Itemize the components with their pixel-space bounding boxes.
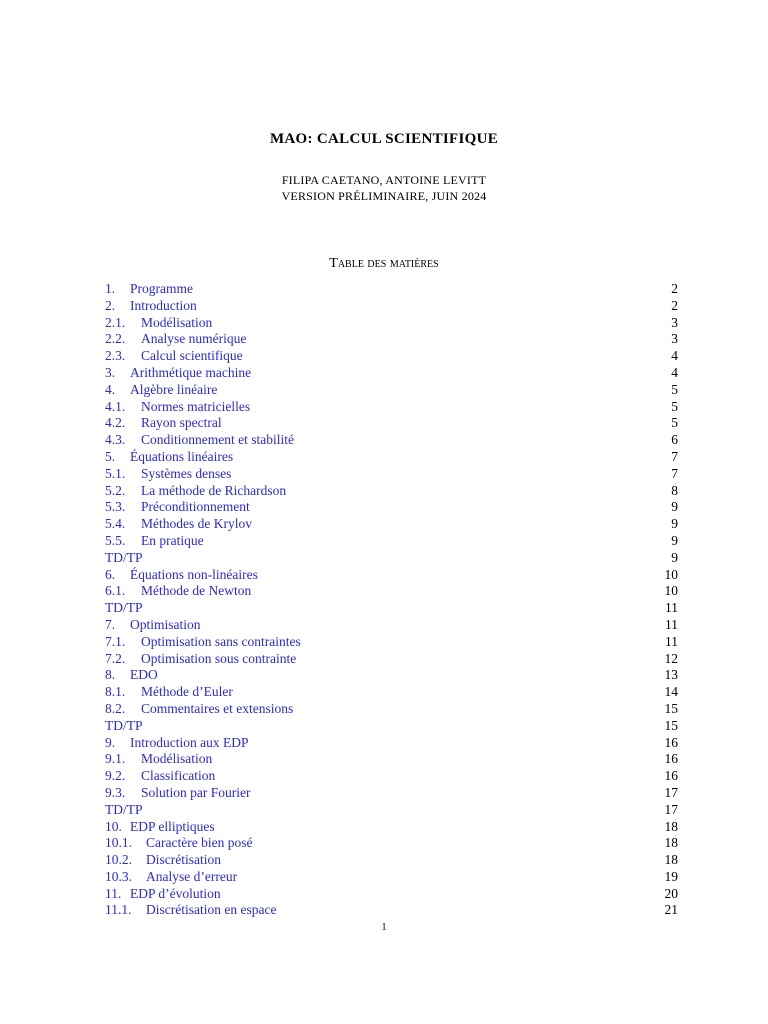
toc-entry-link[interactable] — [105, 331, 246, 348]
toc-entry-number: 7.1. — [105, 633, 126, 649]
toc-entry-title: Systèmes denses — [141, 465, 232, 481]
toc-entry-title: EDO — [130, 667, 158, 683]
toc-entry-title: Optimisation sous contrainte — [141, 650, 297, 666]
toc-entry-page: 9 — [671, 516, 678, 532]
toc-entry-link[interactable] — [105, 483, 286, 500]
toc-entry-title: TD/TP — [105, 717, 143, 733]
toc-entry-link[interactable] — [105, 281, 193, 298]
toc-entry[interactable] — [105, 315, 678, 332]
toc-entry[interactable] — [105, 567, 678, 584]
toc-entry-link[interactable] — [105, 886, 221, 903]
toc-entry-number: 9.2. — [105, 768, 126, 784]
toc-entry[interactable] — [105, 281, 678, 298]
toc-entry-title: Préconditionnement — [141, 499, 250, 515]
toc-entry-number: 4.3. — [105, 432, 126, 448]
toc-entry-number: 10.1. — [105, 835, 132, 851]
toc-entry-number: 8. — [105, 667, 116, 683]
toc-entry-title: Méthode d’Euler — [141, 684, 233, 700]
toc-entry[interactable] — [105, 432, 678, 449]
toc-entry-link[interactable] — [105, 751, 212, 768]
toc-entry-number: 10.2. — [105, 852, 132, 868]
toc-entry-page: 18 — [664, 852, 678, 868]
toc-entry-title: TD/TP — [105, 549, 143, 565]
toc-entry-link[interactable] — [105, 684, 233, 701]
toc-entry[interactable] — [105, 718, 678, 735]
toc-entry-page: 15 — [664, 717, 678, 733]
toc-entry[interactable] — [105, 348, 678, 365]
toc-entry-title: EDP elliptiques — [130, 818, 215, 834]
toc-entry-page: 3 — [671, 331, 678, 347]
toc-entry-number: 11.1. — [105, 902, 132, 918]
table-of-contents — [105, 281, 678, 919]
toc-entry-link[interactable] — [105, 315, 212, 332]
toc-entry-title: Commentaires et extensions — [141, 700, 294, 716]
toc-entry-number: 2.3. — [105, 348, 126, 364]
toc-entry-title: TD/TP — [105, 801, 143, 817]
toc-entry[interactable] — [105, 466, 678, 483]
toc-entry-link[interactable] — [105, 718, 143, 735]
toc-entry-page: 11 — [665, 600, 678, 616]
toc-entry-page: 10 — [664, 566, 678, 582]
authors-line: FILIPA CAETANO, ANTOINE LEVITT — [281, 173, 487, 187]
toc-entry-title: Classification — [141, 768, 216, 784]
toc-entry-link[interactable] — [105, 835, 252, 852]
toc-entry-link[interactable] — [105, 533, 204, 550]
toc-entry-number: 7. — [105, 616, 116, 632]
toc-entry-title: Algèbre linéaire — [130, 381, 218, 397]
toc-entry-page: 9 — [671, 532, 678, 548]
toc-entry[interactable] — [105, 802, 678, 819]
toc-entry-page: 4 — [671, 348, 678, 364]
toc-entry-page: 10 — [664, 583, 678, 599]
toc-entry-number: 8.1. — [105, 684, 126, 700]
toc-entry-number: 10.3. — [105, 868, 132, 884]
toc-entry[interactable] — [105, 869, 678, 886]
toc-entry[interactable] — [105, 785, 678, 802]
toc-entry-title: Méthodes de Krylov — [141, 516, 252, 532]
toc-entry-number: 2.2. — [105, 331, 126, 347]
toc-entry[interactable] — [105, 483, 678, 500]
toc-entry[interactable] — [105, 902, 678, 919]
toc-entry-title: En pratique — [141, 532, 204, 548]
toc-entry-number: 4.1. — [105, 398, 126, 414]
toc-entry-page: 18 — [664, 835, 678, 851]
toc-entry-page: 11 — [665, 633, 678, 649]
toc-entry-title: Programme — [130, 281, 193, 296]
toc-entry-title: Analyse numérique — [141, 331, 247, 347]
toc-entry-page: 19 — [664, 868, 678, 884]
toc-entry-number: 5.3. — [105, 499, 126, 515]
toc-entry-title: Arithmétique machine — [130, 364, 252, 380]
toc-entry-number: 6. — [105, 566, 116, 582]
toc-entry-number: 6.1. — [105, 583, 126, 599]
toc-entry-page: 2 — [671, 297, 678, 313]
toc-entry-link[interactable] — [105, 382, 217, 399]
toc-entry-page: 14 — [664, 684, 678, 700]
toc-entry-number: 8.2. — [105, 700, 126, 716]
toc-entry-link[interactable] — [105, 617, 201, 634]
toc-entry-number: 5.5. — [105, 532, 126, 548]
toc-entry[interactable] — [105, 298, 678, 315]
toc-entry-page: 15 — [664, 700, 678, 716]
toc-entry-page: 20 — [664, 885, 678, 901]
toc-entry-link[interactable] — [105, 819, 215, 836]
toc-entry[interactable] — [105, 600, 678, 617]
toc-entry-link[interactable] — [105, 499, 250, 516]
toc-entry-number: 5. — [105, 448, 116, 464]
toc-entry-link[interactable] — [105, 449, 233, 466]
toc-entry-page: 16 — [664, 751, 678, 767]
toc-entry-page: 5 — [671, 415, 678, 431]
toc-entry-number: 4.2. — [105, 415, 126, 431]
toc-entry[interactable] — [105, 617, 678, 634]
toc-entry-link[interactable] — [105, 802, 143, 819]
toc-entry-number: 3. — [105, 364, 116, 380]
toc-entry-link[interactable] — [105, 516, 252, 533]
toc-entry-title: Modélisation — [141, 751, 213, 767]
toc-entry[interactable] — [105, 382, 678, 399]
toc-entry-number: 11. — [105, 885, 122, 901]
toc-entry-number: 5.2. — [105, 482, 126, 498]
toc-entry-link[interactable] — [105, 432, 294, 449]
toc-entry-link[interactable] — [105, 852, 221, 869]
toc-entry-page: 2 — [671, 281, 678, 296]
toc-entry-title: Discrétisation en espace — [146, 902, 277, 918]
toc-entry-number: 9. — [105, 734, 116, 750]
toc-entry-page: 7 — [671, 465, 678, 481]
toc-entry-page: 6 — [671, 432, 678, 448]
toc-entry-link[interactable] — [105, 902, 276, 919]
toc-entry-page: 21 — [664, 902, 678, 918]
page-number: 1 — [381, 922, 387, 933]
toc-entry[interactable] — [105, 449, 678, 466]
toc-entry-number: 5.4. — [105, 516, 126, 532]
toc-entry-link[interactable] — [105, 600, 143, 617]
author-block — [0, 172, 768, 204]
toc-entry-link[interactable] — [105, 651, 296, 668]
toc-entry[interactable] — [105, 331, 678, 348]
toc-entry[interactable] — [105, 415, 678, 432]
toc-entry-link[interactable] — [105, 634, 301, 651]
toc-entry-link[interactable] — [105, 768, 215, 785]
toc-entry-number: 1. — [105, 281, 116, 296]
toc-entry-title: Conditionnement et stabilité — [141, 432, 294, 448]
toc-entry-page: 16 — [664, 734, 678, 750]
toc-entry-number: 2. — [105, 297, 116, 313]
toc-entry-title: Modélisation — [141, 314, 213, 330]
toc-entry-page: 5 — [671, 398, 678, 414]
toc-entry-link[interactable] — [105, 583, 251, 600]
toc-entry-title: Solution par Fourier — [141, 784, 251, 800]
toc-entry-number: 7.2. — [105, 650, 126, 666]
toc-entry[interactable] — [105, 550, 678, 567]
toc-entry-link[interactable] — [105, 567, 258, 584]
toc-entry-number: 9.3. — [105, 784, 126, 800]
toc-entry-page: 17 — [664, 784, 678, 800]
toc-entry[interactable] — [105, 735, 678, 752]
toc-entry[interactable] — [105, 852, 678, 869]
toc-entry[interactable] — [105, 819, 678, 836]
toc-entry-link[interactable] — [105, 466, 231, 483]
toc-entry-link[interactable] — [105, 701, 293, 718]
toc-entry-title: Normes matricielles — [141, 398, 251, 414]
toc-entry-link[interactable] — [105, 415, 222, 432]
toc-entry-link[interactable] — [105, 550, 143, 567]
toc-entry-title: EDP d’évolution — [130, 885, 221, 901]
toc-entry[interactable] — [105, 835, 678, 852]
toc-entry-title: Calcul scientifique — [141, 348, 243, 364]
toc-entry-title: Introduction aux EDP — [130, 734, 249, 750]
toc-entry[interactable] — [105, 399, 678, 416]
toc-entry-page: 9 — [671, 549, 678, 565]
toc-entry-link[interactable] — [105, 785, 251, 802]
toc-entry[interactable] — [105, 651, 678, 668]
toc-entry-page: 17 — [664, 801, 678, 817]
document-title: MAO: CALCUL SCIENTIFIQUE — [269, 131, 499, 147]
toc-entry-page: 3 — [671, 314, 678, 330]
toc-entry-page: 4 — [671, 364, 678, 380]
toc-entry-page: 16 — [664, 768, 678, 784]
toc-entry-title: Optimisation sans contraintes — [141, 633, 301, 649]
toc-entry[interactable] — [105, 684, 678, 701]
toc-entry-title: Rayon spectral — [141, 415, 222, 431]
toc-entry[interactable] — [105, 634, 678, 651]
toc-entry-link[interactable] — [105, 298, 197, 315]
toc-entry-page: 8 — [671, 482, 678, 498]
toc-entry[interactable] — [105, 365, 678, 382]
toc-entry-page: 11 — [665, 616, 678, 632]
toc-entry[interactable] — [105, 768, 678, 785]
toc-entry-title: Méthode de Newton — [141, 583, 252, 599]
toc-entry[interactable] — [105, 667, 678, 684]
toc-entry-title: TD/TP — [105, 600, 143, 616]
toc-entry-number: 2.1. — [105, 314, 126, 330]
toc-entry-title: Introduction — [130, 297, 197, 313]
toc-entry[interactable] — [105, 751, 678, 768]
toc-entry-title: La méthode de Richardson — [141, 482, 287, 498]
toc-entry[interactable] — [105, 516, 678, 533]
toc-entry-link[interactable] — [105, 365, 251, 382]
toc-entry-title: Caractère bien posé — [146, 835, 253, 851]
toc-entry-link[interactable] — [105, 348, 243, 365]
toc-entry-title: Équations non-linéaires — [130, 566, 258, 582]
toc-entry-link[interactable] — [105, 667, 158, 684]
toc-entry-number: 10. — [105, 818, 122, 834]
toc-entry-page: 5 — [671, 381, 678, 397]
toc-entry[interactable] — [105, 499, 678, 516]
version-line: VERSION PRÉLIMINAIRE, JUIN 2024 — [281, 189, 487, 203]
toc-entry[interactable] — [105, 583, 678, 600]
toc-entry-link[interactable] — [105, 869, 237, 886]
toc-entry-page: 13 — [664, 667, 678, 683]
toc-entry[interactable] — [105, 886, 678, 903]
toc-entry-page: 12 — [664, 650, 678, 666]
toc-entry-page: 18 — [664, 818, 678, 834]
toc-entry-link[interactable] — [105, 399, 250, 416]
toc-entry-number: 5.1. — [105, 465, 126, 481]
toc-entry-number: 9.1. — [105, 751, 126, 767]
toc-entry-page: 7 — [671, 448, 678, 464]
toc-entry-number: 4. — [105, 381, 116, 397]
toc-entry[interactable] — [105, 533, 678, 550]
toc-entry-page: 9 — [671, 499, 678, 515]
toc-entry[interactable] — [105, 701, 678, 718]
toc-entry-title: Équations linéaires — [130, 448, 234, 464]
toc-entry-title: Optimisation — [130, 616, 201, 632]
toc-entry-title: Analyse d’erreur — [146, 868, 238, 884]
toc-entry-link[interactable] — [105, 735, 248, 752]
toc-heading: Table des matières — [329, 256, 439, 271]
toc-entry-title: Discrétisation — [146, 852, 221, 868]
